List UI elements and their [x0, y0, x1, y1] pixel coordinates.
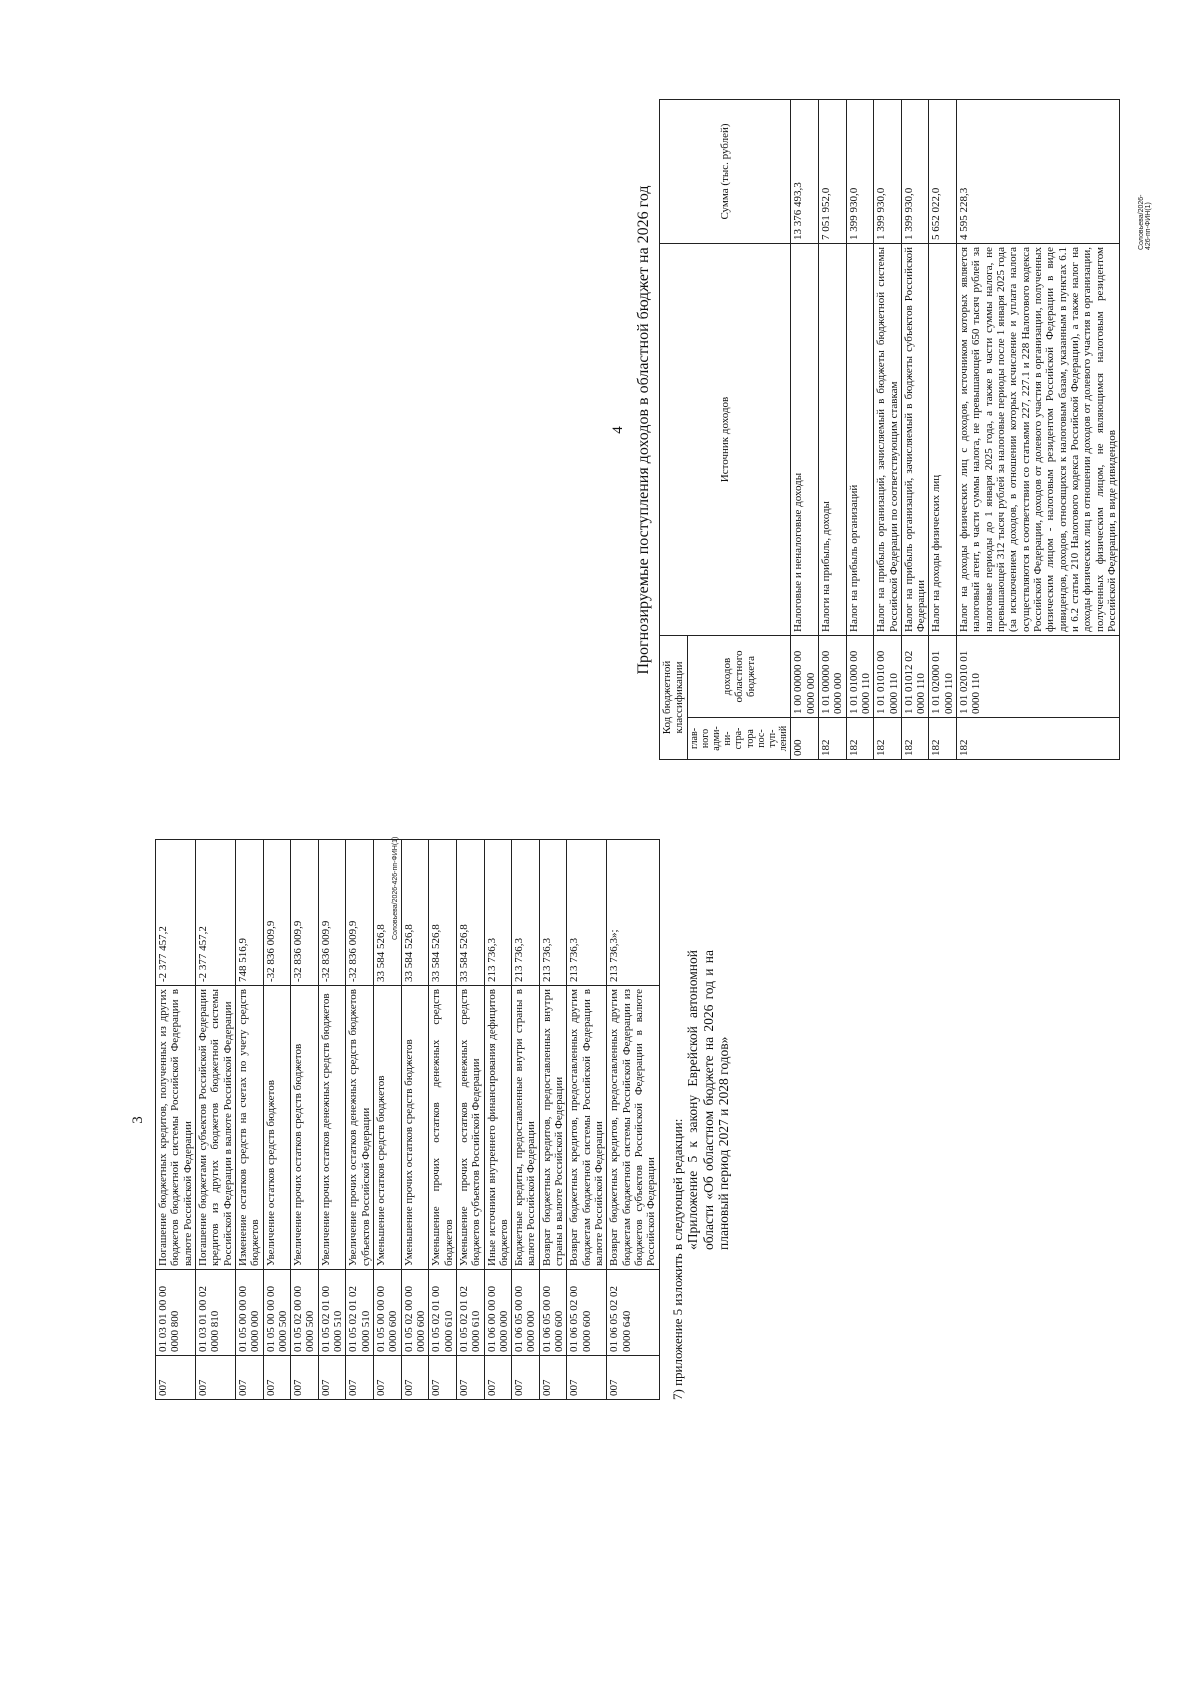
description-cell: Возврат бюджетных кредитов, предоставленных другим бюджетам бюджетной системы Российской Федерации из бюджетов субъектов Российской Федерации в валюте Российской Федерации [607, 986, 659, 1270]
classification-code-cell: 01 05 02 01 00 0000 510 [318, 1270, 346, 1356]
header-admin: глав-ного адми-ни-стра-тора пос-туп-лений [687, 718, 791, 760]
table-row [567, 840, 607, 1400]
table-row [291, 840, 319, 1400]
description-cell: Погашение бюджетами субъектов Российской Федерации кредитов из других бюджетов бюджетной системы Российской Федерации в валюте Российской Федерации [195, 986, 235, 1270]
description-cell: Налоговые и неналоговые доходы [791, 243, 819, 635]
header-code: доходов областного бюджета [687, 635, 791, 717]
admin-code-cell: 182 [929, 718, 957, 760]
classification-code-cell: 1 01 00000 00 0000 000 [818, 635, 846, 717]
table-row [846, 99, 874, 759]
table-row [235, 840, 263, 1400]
admin-code-cell: 007 [456, 1356, 484, 1400]
table-row [818, 99, 846, 759]
table-title: Прогнозируемые поступления доходов в областной бюджет на 2026 год [635, 185, 652, 675]
admin-code-cell: 007 [318, 1356, 346, 1400]
header-sum: Сумма (тыс. рублей) [660, 99, 791, 243]
table-row [263, 840, 291, 1400]
table-row [791, 99, 819, 759]
classification-code-cell: 01 06 05 02 02 0000 640 [607, 1270, 659, 1356]
classification-code-cell: 1 01 01012 02 0000 110 [901, 635, 929, 717]
classification-code-cell: 01 05 02 01 02 0000 510 [346, 1270, 374, 1356]
admin-code-cell: 007 [401, 1356, 429, 1400]
amount-cell: 213 736,3 [567, 840, 607, 986]
classification-code-cell: 01 05 00 00 00 0000 500 [263, 1270, 291, 1356]
description-cell: Налог на прибыль организаций, зачисляемый в бюджеты бюджетной системы Российской Федерации по соответствующим ставкам [874, 243, 902, 635]
amendment-text: 7) приложение 5 изложить в следующей редакции: [669, 1118, 685, 1400]
amount-cell: 33 584 526,8 [374, 840, 402, 986]
table-row [456, 840, 484, 1400]
description-cell: Налог на прибыль организаций, зачисляемый в бюджеты субъектов Российской Федерации [901, 243, 929, 635]
table-row [957, 99, 1120, 759]
table-row [539, 840, 567, 1400]
appendix-heading: «Приложение 5 к закону Еврейской автономной области «Об областном бюджете на 2026 год и на плановый период 2027 и 2028 годов» [685, 950, 732, 1250]
amount-cell: -2 377 457,2 [195, 840, 235, 986]
admin-code-cell: 182 [957, 718, 1120, 760]
admin-code-cell: 007 [346, 1356, 374, 1400]
classification-code-cell: 01 06 05 00 00 0000 000 [512, 1270, 540, 1356]
table-row [901, 99, 929, 759]
admin-code-cell: 007 [607, 1356, 659, 1400]
table-row [318, 840, 346, 1400]
document-stamp: Соловьева/2026-426-пп-ФИН(1) [392, 836, 399, 940]
description-cell: Налог на доходы физических лиц с доходов, источником которых является налоговый агент, в части суммы налога, не превышающей 650 тысяч рублей за налоговые периоды до 1 января 2025 года, а также в части суммы налога, не превышающей 312 тысяч рублей за налоговые периоды после 1 января 2025 года (за исключением доходов, в отношении которых исчисление и уплата налога осуществляются в соответствии со статьями 227, 227.1 и 228 Налогового кодекса Российской Федерации, доходов от долевого участия в организации, полученных физическим лицом - налоговым резидентом Российской Федерации в виде дивидендов, доходов, относящихся к налоговым базам, указанным в пунктах 6.1 и 6.2 статьи 210 Налогового кодекса Российской Федерации), а также налог на доходы физических лиц в отношении доходов от долевого участия в организации, полученных физическим лицом, не являющимся налоговым резидентом Российской Федерации, в виде дивидендов [957, 243, 1120, 635]
amount-cell: 33 584 526,8 [429, 840, 457, 986]
classification-code-cell: 01 05 00 00 00 0000 000 [235, 1270, 263, 1356]
amount-cell: 33 584 526,8 [456, 840, 484, 986]
table-row [156, 840, 196, 1400]
admin-code-cell: 007 [263, 1356, 291, 1400]
admin-code-cell: 182 [874, 718, 902, 760]
amount-cell: 213 736,3 [539, 840, 567, 986]
description-cell: Уменьшение остатков средств бюджетов [374, 986, 402, 1270]
admin-code-cell: 182 [846, 718, 874, 760]
classification-code-cell: 01 06 05 00 00 0000 600 [539, 1270, 567, 1356]
amount-cell: -32 836 009,9 [263, 840, 291, 986]
revenue-table [659, 99, 1120, 760]
admin-code-cell: 007 [512, 1356, 540, 1400]
description-cell: Налог на прибыль организаций [846, 243, 874, 635]
admin-code-cell: 007 [235, 1356, 263, 1400]
table-row [874, 99, 902, 759]
amount-cell: 5 652 022,0 [929, 99, 957, 243]
table-row [484, 840, 512, 1400]
classification-code-cell: 01 05 02 00 00 0000 500 [291, 1270, 319, 1356]
amount-cell: -32 836 009,9 [291, 840, 319, 986]
page-4 [610, 100, 1120, 760]
admin-code-cell: 007 [374, 1356, 402, 1400]
classification-code-cell: 01 05 00 00 00 0000 600 [374, 1270, 402, 1356]
table-row [429, 840, 457, 1400]
amount-cell: -32 836 009,9 [318, 840, 346, 986]
amount-cell: 13 376 493,3 [791, 99, 819, 243]
amount-cell: 1 399 930,0 [901, 99, 929, 243]
table-row [401, 840, 429, 1400]
table-row [346, 840, 374, 1400]
financing-table-body [156, 840, 660, 1400]
financing-table [155, 836, 660, 1400]
description-cell: Бюджетные кредиты, предоставленные внутри страны в валюте Российской Федерации [512, 986, 540, 1270]
amount-cell: 213 736,3»; [607, 840, 659, 986]
page-number: 3 [130, 1116, 146, 1124]
amount-cell: -2 377 457,2 [156, 840, 196, 986]
description-cell: Увеличение остатков средств бюджетов [263, 986, 291, 1270]
classification-code-cell: 1 00 00000 00 0000 000 [791, 635, 819, 717]
page-3 [130, 840, 732, 1400]
amount-cell: 748 516,9 [235, 840, 263, 986]
table-row [195, 840, 235, 1400]
admin-code-cell: 007 [291, 1356, 319, 1400]
description-cell: Увеличение прочих остатков средств бюджетов [291, 986, 319, 1270]
classification-code-cell: 01 06 05 02 00 0000 600 [567, 1270, 607, 1356]
amount-cell: 4 595 228,3 [957, 99, 1120, 243]
header-group: Код бюджетной классификации [660, 635, 688, 759]
admin-code-cell: 007 [539, 1356, 567, 1400]
table-row [929, 99, 957, 759]
classification-code-cell: 1 01 01000 00 0000 110 [846, 635, 874, 717]
description-cell: Налог на доходы физических лиц [929, 243, 957, 635]
table-row [607, 840, 659, 1400]
admin-code-cell: 182 [901, 718, 929, 760]
table-row [512, 840, 540, 1400]
revenue-table-body [791, 99, 1120, 759]
admin-code-cell: 007 [429, 1356, 457, 1400]
amount-cell: 7 051 952,0 [818, 99, 846, 243]
description-cell: Погашение бюджетных кредитов, полученных из других бюджетов бюджетной системы Российской Федерации в валюте Российской Федерации [156, 986, 196, 1270]
description-cell: Возврат бюджетных кредитов, предоставленных другим бюджетам бюджетной системы Российской Федерации в валюте Российской Федерации [567, 986, 607, 1270]
amount-cell: 1 399 930,0 [846, 99, 874, 243]
admin-code-cell: 007 [156, 1356, 196, 1400]
description-cell: Налоги на прибыль, доходы [818, 243, 846, 635]
description-cell: Увеличение прочих остатков денежных средств бюджетов субъектов Российской Федерации [346, 986, 374, 1270]
classification-code-cell: 1 01 02010 01 0000 110 [957, 635, 1120, 717]
amount-cell: 213 736,3 [512, 840, 540, 986]
amount-cell: 33 584 526,8 [401, 840, 429, 986]
document-stamp: Соловьева/2026-426-пп-ФИН(1) [1138, 194, 1152, 250]
classification-code-cell: 01 05 02 01 02 0000 610 [456, 1270, 484, 1356]
admin-code-cell: 182 [818, 718, 846, 760]
classification-code-cell: 01 03 01 00 02 0000 810 [195, 1270, 235, 1356]
amount-cell: 1 399 930,0 [874, 99, 902, 243]
description-cell: Уменьшение прочих остатков денежных средств бюджетов субъектов Российской Федерации [456, 986, 484, 1270]
admin-code-cell: 007 [195, 1356, 235, 1400]
description-cell: Иные источники внутреннего финансирования дефицитов бюджетов [484, 986, 512, 1270]
classification-code-cell: 01 06 00 00 00 0000 000 [484, 1270, 512, 1356]
amount-cell: 213 736,3 [484, 840, 512, 986]
description-cell: Изменение остатков средств на счетах по учету средств бюджетов [235, 986, 263, 1270]
admin-code-cell: 000 [791, 718, 819, 760]
description-cell: Увеличение прочих остатков денежных средств бюджетов [318, 986, 346, 1270]
header-source: Источник доходов [660, 243, 791, 635]
admin-code-cell: 007 [484, 1356, 512, 1400]
classification-code-cell: 1 01 01010 00 0000 110 [874, 635, 902, 717]
classification-code-cell: 01 05 02 00 00 0000 600 [401, 1270, 429, 1356]
amount-cell: -32 836 009,9 [346, 840, 374, 986]
description-cell: Уменьшение прочих остатков денежных средств бюджетов [429, 986, 457, 1270]
classification-code-cell: 01 05 02 01 00 0000 610 [429, 1270, 457, 1356]
classification-code-cell: 01 03 01 00 00 0000 800 [156, 1270, 196, 1356]
admin-code-cell: 007 [567, 1356, 607, 1400]
description-cell: Уменьшение прочих остатков средств бюджетов [401, 986, 429, 1270]
page-number: 4 [610, 426, 626, 434]
description-cell: Возврат бюджетных кредитов, предоставленных внутри страны в валюте Российской Федерации [539, 986, 567, 1270]
classification-code-cell: 1 01 02000 01 0000 110 [929, 635, 957, 717]
